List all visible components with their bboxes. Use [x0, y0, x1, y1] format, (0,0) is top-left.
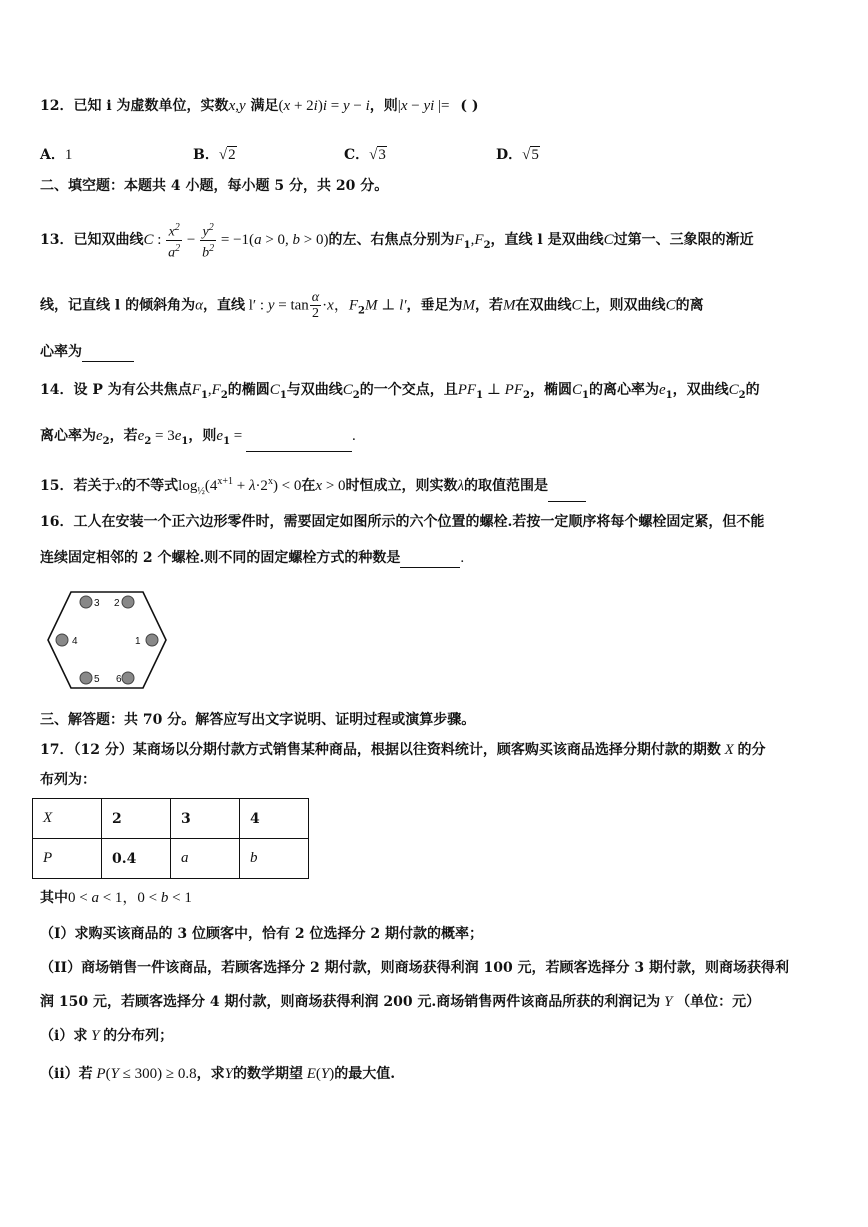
- bolt-label-2: 2: [114, 598, 120, 609]
- q12-option-a: A．1: [40, 147, 73, 163]
- bolt-label-6: 6: [116, 674, 122, 685]
- question-13-line1: 13．已知双曲线C : $\frac{x^2}{a^2}$ − $\frac{y^2}{b^2}$ = −1(a > 0, b > 0)的左、右焦点分别为$F_1,F_2$，直线 l 是双曲线C过第一、三象限的渐近: [40, 222, 754, 261]
- q12-text: 12．已知 i 为虚数单位，实数: [40, 98, 229, 114]
- answer-blank-14[interactable]: [246, 437, 352, 452]
- question-17-sub2: （ii）若 P(Y ≤ 300) ≥ 0.8，求Y的数学期望 E(Y)的最大值.: [40, 1066, 396, 1082]
- bolt-label-1: 1: [135, 636, 141, 647]
- bolt-1: [146, 634, 158, 646]
- hexagon-bolt-figure: [44, 588, 170, 694]
- bolt-label-5: 5: [94, 674, 100, 685]
- distribution-table: [32, 798, 309, 879]
- bolt-label-3: 3: [94, 598, 100, 609]
- bolt-3: [80, 596, 92, 608]
- q12-option-b: B．√2: [193, 147, 236, 163]
- question-17-sub1: （i）求 Y 的分布列；: [40, 1028, 174, 1044]
- question-13-line3: 心率为: [40, 342, 832, 362]
- question-17-line1: 17．（12 分）某商场以分期付款方式销售某种商品，根据以往资料统计，顾客购买该商品选择分期付款的期数 X 的分: [40, 742, 766, 758]
- question-13-line2: 线，记直线 l 的倾斜角为α，直线 l′ : y = tan $\frac{\alpha}{2}$ ·x，$F_2M$ ⊥ l′，垂足为M，若M在双曲线C上，则双曲线C的离: [40, 290, 704, 321]
- question-12: 12．已知 i 为虚数单位，实数x,y 满足(x + 2i)i = y − i，则|x − yi |= ( ): [40, 98, 479, 114]
- answer-blank-13[interactable]: [82, 347, 134, 362]
- question-17-part2-line1: （II）商场销售一件该商品，若顾客选择分 2 期付款，则商场获得利润 100 元，若顾客选择分 3 期付款，则商场获得利: [40, 960, 790, 976]
- question-14-line1: 14．设 P 为有公共焦点$F_1,F_2$的椭圆$C_1$与双曲线$C_2$的一个交点，且$PF_1$ ⊥ $PF_2$，椭圆$C_1$的离心率为$e_1$，双曲线$C_2$的: [40, 382, 760, 401]
- question-16-line1: 16．工人在安装一个正六边形零件时，需要固定如图所示的六个位置的螺栓.若按一定顺序将每个螺栓固定紧，但不能: [40, 514, 765, 530]
- table-row: P 0.4 a b: [33, 839, 309, 879]
- bolt-2: [122, 596, 134, 608]
- question-16-line2: 连续固定相邻的 2 个螺栓.则不同的固定螺栓方式的种数是 .: [40, 550, 465, 566]
- question-17-line2: 布列为：: [40, 772, 96, 788]
- table-row: X 2 3 4: [33, 799, 309, 839]
- question-17-part2-line2: 润 150 元，若顾客选择分 4 期付款，则商场获得利润 200 元.商场销售两件该商品所获的利润记为 Y （单位：元）: [40, 994, 761, 1010]
- question-17-part1: （I）求购买该商品的 3 位顾客中，恰有 2 位选择分 2 期付款的概率；: [40, 926, 484, 942]
- section-3-heading: 三、解答题：共 70 分。解答应写出文字说明、证明过程或演算步骤。: [40, 712, 476, 728]
- section-2-heading: 二、填空题：本题共 4 小题，每小题 5 分，共 20 分。: [40, 178, 389, 194]
- bolt-4: [56, 634, 68, 646]
- bolt-label-4: 4: [72, 636, 78, 647]
- bolt-5: [80, 672, 92, 684]
- q12-option-d: D．√5: [496, 147, 539, 163]
- bolt-6: [122, 672, 134, 684]
- answer-blank-16[interactable]: [400, 553, 460, 568]
- question-14-line2: 离心率为$e_2$，若$e_2 = 3e_1$，则$e_1$ = .: [40, 426, 832, 452]
- q12-option-c: C．√3: [344, 147, 386, 163]
- question-17-condition: 其中0 < a < 1，0 < b < 1: [40, 890, 192, 906]
- answer-blank-15[interactable]: [548, 487, 586, 502]
- question-15: 15．若关于x的不等式$\log_{\frac{1}{2}}(4^{x+1} + \lambda\cdot 2^x) < 0$在x > 0时恒成立，则实数λ的取值范围是: [40, 472, 832, 502]
